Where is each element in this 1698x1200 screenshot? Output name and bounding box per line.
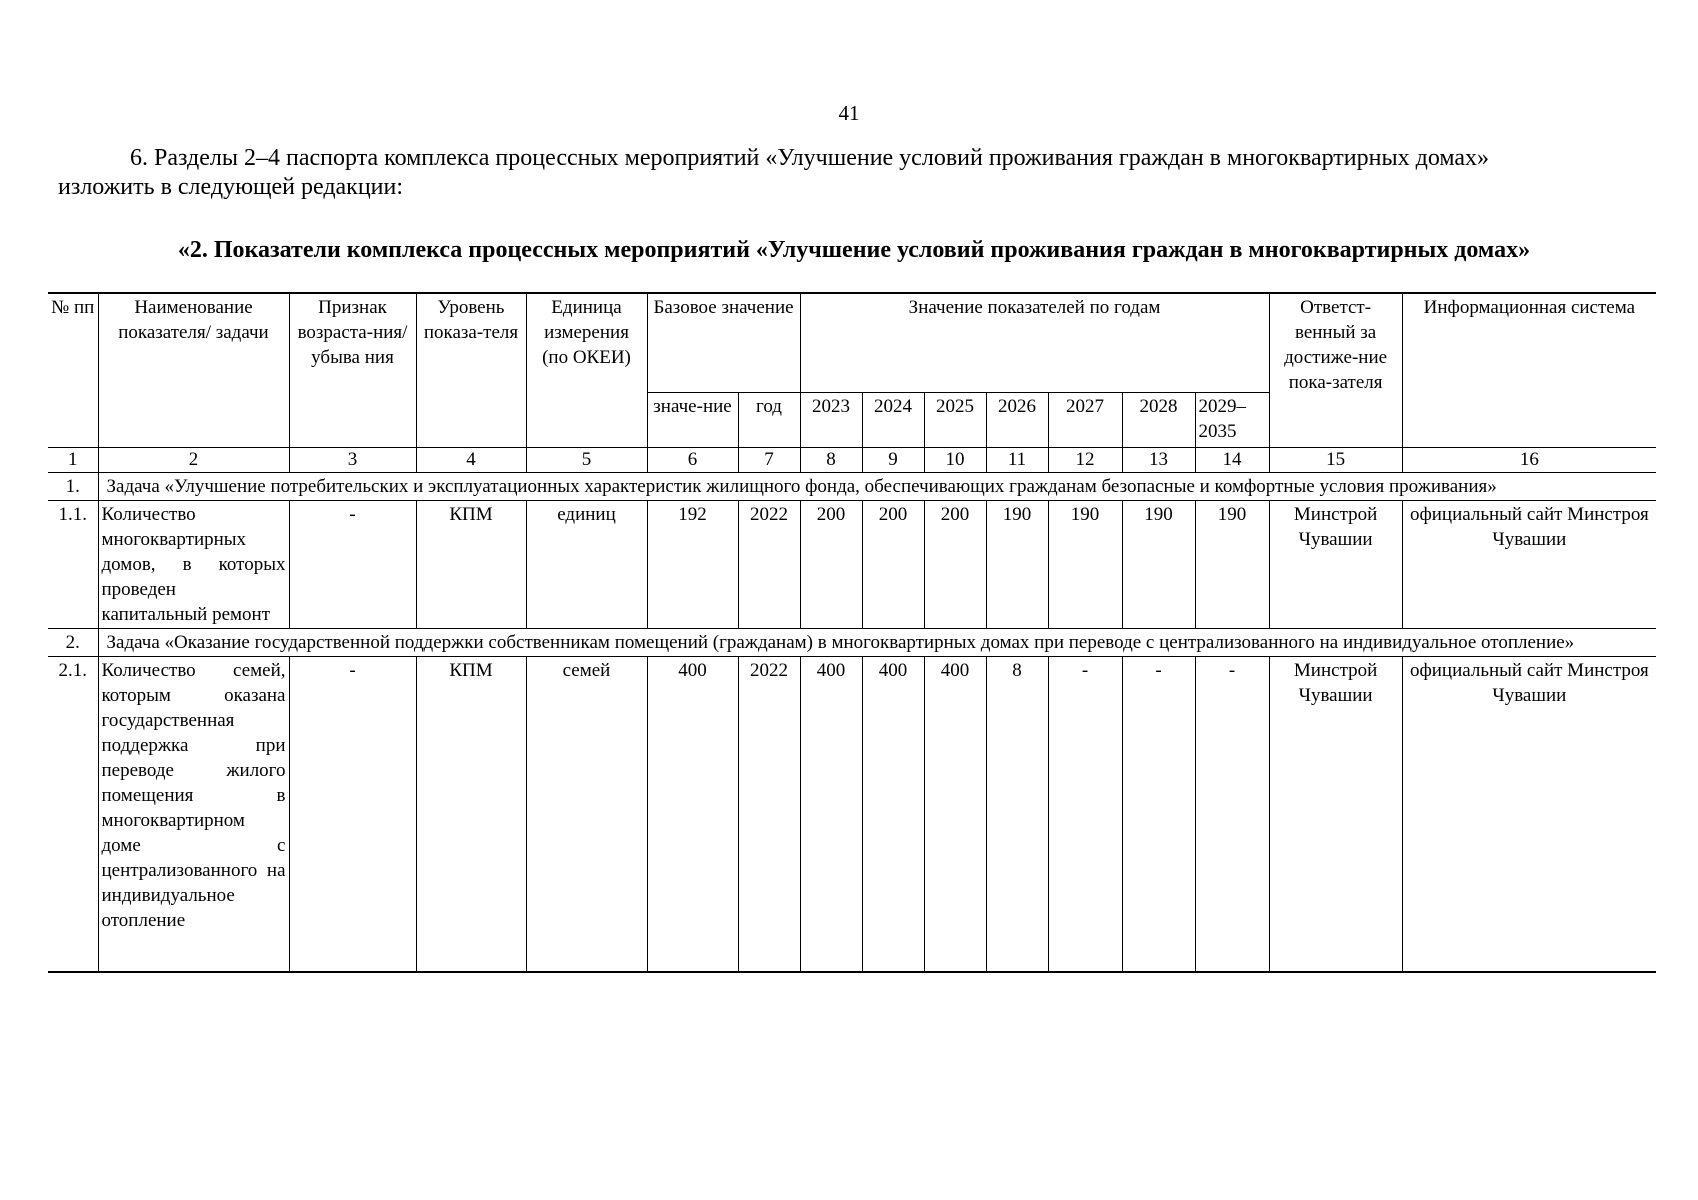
year-value: 400 bbox=[862, 657, 924, 973]
base-year: 2022 bbox=[738, 501, 800, 629]
column-number: 8 bbox=[800, 448, 862, 473]
indicator-level: КПМ bbox=[416, 657, 526, 973]
year-value: 200 bbox=[800, 501, 862, 629]
year-value: 190 bbox=[1122, 501, 1195, 629]
task-text: Задача «Оказание государственной поддержки собственникам помещений (гражданам) в многоквартирных домах при переводе с централизованного на индивидуальное отопление» bbox=[98, 629, 1656, 657]
header-responsible: Ответст-венный за достиже-ние пока-зателя bbox=[1269, 293, 1402, 448]
column-number: 7 bbox=[738, 448, 800, 473]
indicator-sign: - bbox=[289, 657, 416, 973]
column-numbers-row bbox=[48, 448, 1656, 473]
task-row-2 bbox=[48, 629, 1656, 657]
header-base-value: значе-ние bbox=[647, 393, 738, 448]
header-row-1 bbox=[48, 293, 1656, 393]
row-number: 2.1. bbox=[48, 657, 98, 973]
intro-paragraph bbox=[58, 144, 1650, 202]
header-year: 2025 bbox=[924, 393, 986, 448]
column-number: 11 bbox=[986, 448, 1048, 473]
row-number: 1.1. bbox=[48, 501, 98, 629]
header-year: 2028 bbox=[1122, 393, 1195, 448]
year-value: - bbox=[1048, 657, 1122, 973]
column-number: 16 bbox=[1402, 448, 1656, 473]
header-year: 2027 bbox=[1048, 393, 1122, 448]
column-number: 10 bbox=[924, 448, 986, 473]
indicator-level: КПМ bbox=[416, 501, 526, 629]
header-year: 2024 bbox=[862, 393, 924, 448]
base-value: 192 bbox=[647, 501, 738, 629]
header-level: Уровень показа-теля bbox=[416, 293, 526, 448]
header-values-by-year: Значение показателей по годам bbox=[800, 293, 1269, 393]
task-number: 1. bbox=[48, 473, 98, 501]
year-value: 8 bbox=[986, 657, 1048, 973]
header-sign: Признак возраста-ния/убыва ния bbox=[289, 293, 416, 448]
year-value: - bbox=[1122, 657, 1195, 973]
header-unit: Единица измерения (по ОКЕИ) bbox=[526, 293, 647, 448]
year-value: 190 bbox=[1048, 501, 1122, 629]
column-number: 2 bbox=[98, 448, 289, 473]
header-num: № пп bbox=[48, 293, 98, 448]
year-value: - bbox=[1195, 657, 1269, 973]
table-row bbox=[48, 501, 1656, 629]
header-info-system: Информационная система bbox=[1402, 293, 1656, 448]
header-base-year: год bbox=[738, 393, 800, 448]
column-number: 14 bbox=[1195, 448, 1269, 473]
column-number: 1 bbox=[48, 448, 98, 473]
column-number: 5 bbox=[526, 448, 647, 473]
column-number: 4 bbox=[416, 448, 526, 473]
task-row-1 bbox=[48, 473, 1656, 501]
table-row bbox=[48, 657, 1656, 973]
column-number: 15 bbox=[1269, 448, 1402, 473]
indicator-unit: единиц bbox=[526, 501, 647, 629]
indicators-table bbox=[48, 292, 1656, 973]
column-number: 3 bbox=[289, 448, 416, 473]
task-text: Задача «Улучшение потребительских и эксплуатационных характеристик жилищного фонда, обеспечивающих гражданам безопасные и комфортные условия проживания» bbox=[98, 473, 1656, 501]
column-number: 13 bbox=[1122, 448, 1195, 473]
year-value: 400 bbox=[924, 657, 986, 973]
year-value: 200 bbox=[924, 501, 986, 629]
info-system: официальный сайт Минстроя Чувашии bbox=[1402, 657, 1656, 973]
responsible: Минстрой Чувашии bbox=[1269, 657, 1402, 973]
indicator-name: Количество многоквартирных домов, в которых проведен капитальный ремонт bbox=[98, 501, 289, 629]
column-number: 9 bbox=[862, 448, 924, 473]
indicator-sign: - bbox=[289, 501, 416, 629]
column-number: 12 bbox=[1048, 448, 1122, 473]
base-value: 400 bbox=[647, 657, 738, 973]
info-system: официальный сайт Минстроя Чувашии bbox=[1402, 501, 1656, 629]
header-year: 2023 bbox=[800, 393, 862, 448]
header-year: 2029–2035 bbox=[1195, 393, 1269, 448]
column-number: 6 bbox=[647, 448, 738, 473]
page-number: 41 bbox=[838, 101, 860, 125]
year-value: 190 bbox=[986, 501, 1048, 629]
base-year: 2022 bbox=[738, 657, 800, 973]
header-year: 2026 bbox=[986, 393, 1048, 448]
intro-line-1: 6. Разделы 2–4 паспорта комплекса процессных мероприятий «Улучшение условий проживания граждан в многоквартирных домах» bbox=[130, 145, 1490, 171]
task-number: 2. bbox=[48, 629, 98, 657]
header-name: Наименование показателя/ задачи bbox=[98, 293, 289, 448]
year-value: 190 bbox=[1195, 501, 1269, 629]
year-value: 200 bbox=[862, 501, 924, 629]
indicator-unit: семей bbox=[526, 657, 647, 973]
intro-line-2: изложить в следующей редакции: bbox=[58, 174, 404, 200]
year-value: 400 bbox=[800, 657, 862, 973]
responsible: Минстрой Чувашии bbox=[1269, 501, 1402, 629]
section-title: «2. Показатели комплекса процессных мероприятий «Улучшение условий проживания граждан в многоквартирных домах» bbox=[177, 237, 1531, 263]
header-base: Базовое значение bbox=[647, 293, 800, 393]
indicator-name: Количество семей, которым оказана государственная поддержка при переводе жилого помещения в многоквартирном доме с централизованного на индивидуальное отопление bbox=[98, 657, 289, 973]
